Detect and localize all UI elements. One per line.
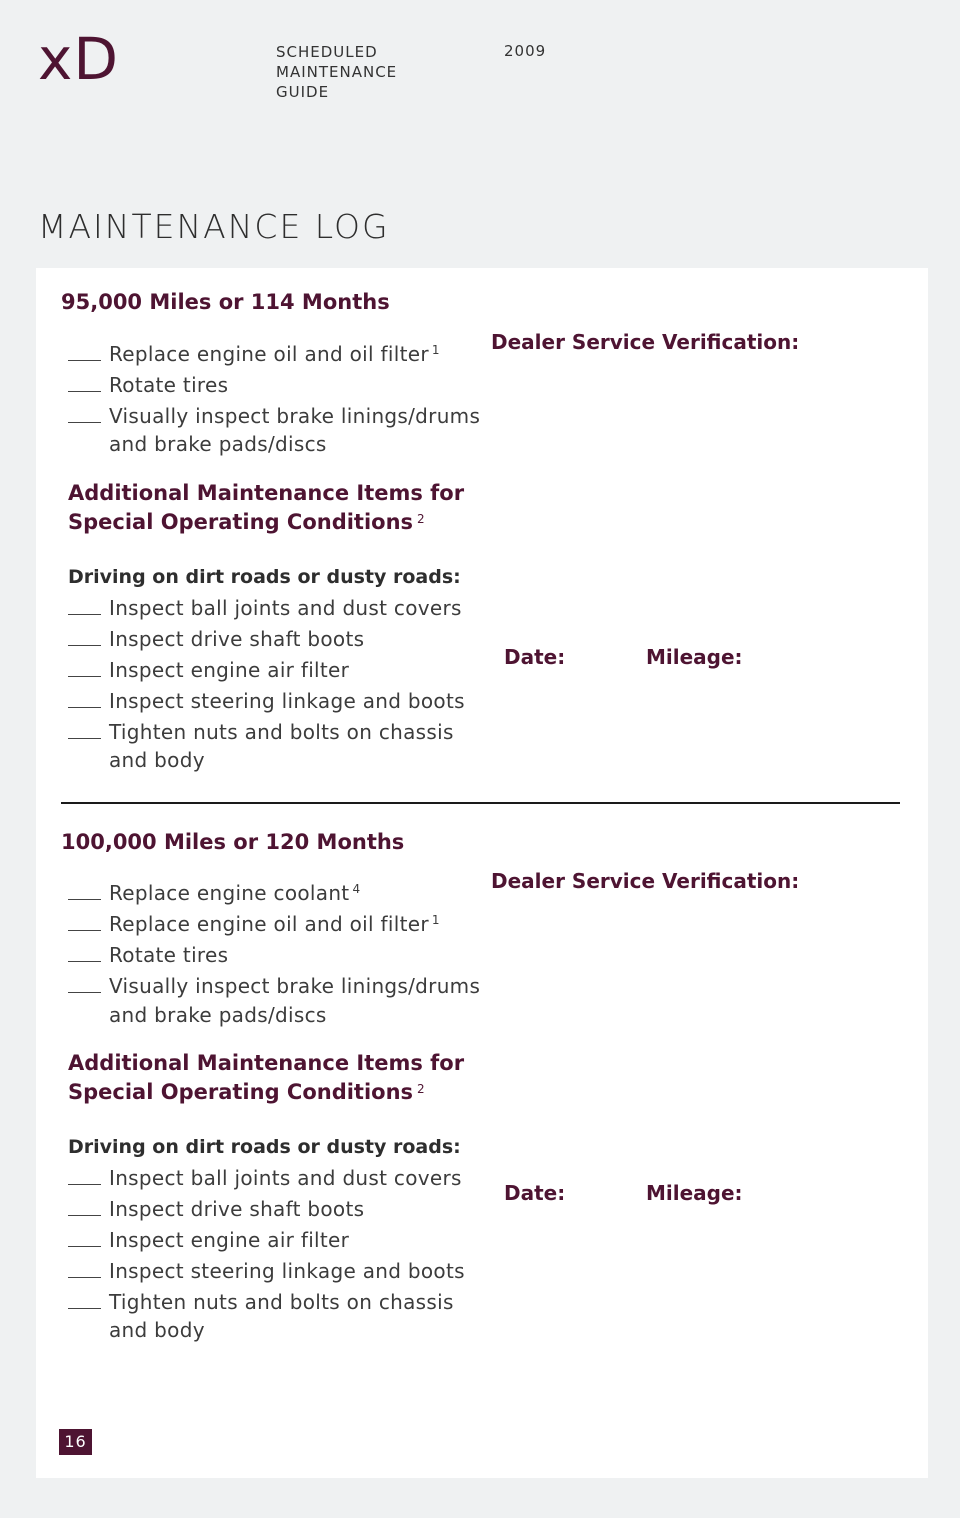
guide-line: GUIDE [276,83,330,101]
condition-item: Tighten nuts and bolts on chassis [68,718,454,746]
section-divider [61,802,900,804]
dealer-verification-label: Dealer Service Verification: [491,330,800,354]
page-title: MAINTENANCE LOG [38,207,390,246]
checkbox-blank[interactable] [68,689,101,708]
checkbox-blank[interactable] [68,943,101,962]
checklist-item-continuation: and brake pads/discs [109,432,327,456]
guide-line: SCHEDULED [276,43,378,61]
checkbox-blank[interactable] [68,404,101,423]
additional-items-heading: Additional Maintenance Items for Special Operating Conditions $^2$ [68,481,465,534]
checklist-item: Replace engine oil and oil filter $^1$ [68,910,440,938]
condition-item-continuation: and body [109,1318,205,1342]
condition-item-continuation: and body [109,748,205,772]
condition-item: Inspect ball joints and dust covers [68,594,462,622]
date-label: Date: [504,1181,566,1205]
guide-title [276,42,397,102]
dealer-verification-label: Dealer Service Verification: [491,869,800,893]
checklist-item: Rotate tires [68,371,228,399]
checkbox-blank[interactable] [68,658,101,677]
checkbox-blank[interactable] [68,1259,101,1278]
section-title: 100,000 Miles or 120 Months [61,830,405,854]
checkbox-blank[interactable] [68,912,101,931]
checkbox-blank[interactable] [68,720,101,739]
checklist-item: Replace engine coolant $^4$ [68,879,360,907]
checkbox-blank[interactable] [68,627,101,646]
checkbox-blank[interactable] [68,974,101,993]
checkbox-blank[interactable] [68,596,101,615]
checklist-item: Visually inspect brake linings/drums [68,972,480,1000]
date-label: Date: [504,645,566,669]
page-number: 16 [59,1429,92,1455]
model-year: 2009 [504,42,547,60]
condition-item: Inspect engine air filter [68,1226,349,1254]
condition-item: Inspect steering linkage and boots [68,687,465,715]
condition-item: Inspect drive shaft boots [68,1195,364,1223]
condition-heading: Driving on dirt roads or dusty roads: [68,566,461,588]
section-title: 95,000 Miles or 114 Months [61,290,390,314]
condition-item: Inspect engine air filter [68,656,349,684]
checkbox-blank[interactable] [68,1228,101,1247]
condition-item: Inspect steering linkage and boots [68,1257,465,1285]
checkbox-blank[interactable] [68,1290,101,1309]
condition-item: Tighten nuts and bolts on chassis [68,1288,454,1316]
condition-heading: Driving on dirt roads or dusty roads: [68,1136,461,1158]
checklist-item-continuation: and brake pads/discs [109,1003,327,1027]
guide-line: MAINTENANCE [276,63,398,81]
brand-logo: xD [38,25,119,93]
additional-items-heading: Additional Maintenance Items for Special Operating Conditions $^2$ [68,1051,465,1104]
checkbox-blank[interactable] [68,373,101,392]
checkbox-blank[interactable] [68,1166,101,1185]
condition-item: Inspect drive shaft boots [68,625,364,653]
checkbox-blank[interactable] [68,342,101,361]
condition-item: Inspect ball joints and dust covers [68,1164,462,1192]
checkbox-blank[interactable] [68,1197,101,1216]
checklist-item: Rotate tires [68,941,228,969]
mileage-label: Mileage: [646,645,743,669]
checkbox-blank[interactable] [68,881,101,900]
checklist-item: Visually inspect brake linings/drums [68,402,480,430]
checklist-item: Replace engine oil and oil filter $^1$ [68,340,440,368]
mileage-label: Mileage: [646,1181,743,1205]
